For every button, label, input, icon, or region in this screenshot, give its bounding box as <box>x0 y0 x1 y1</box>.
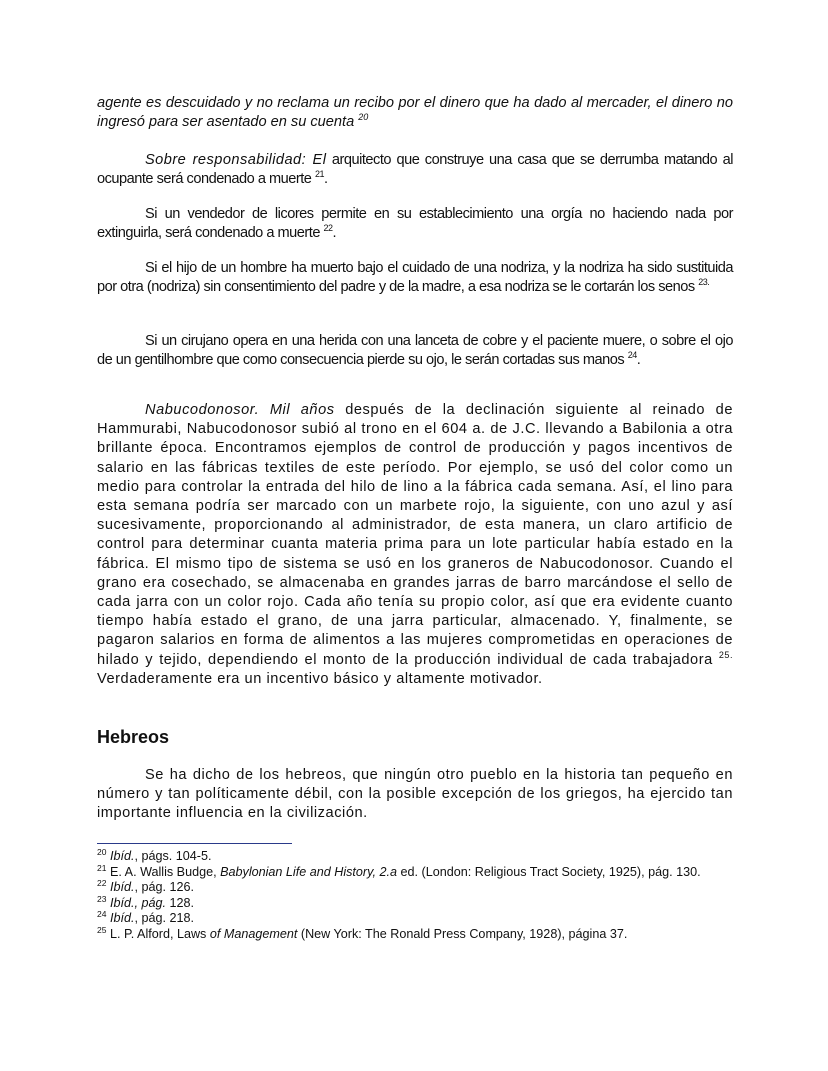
paragraph-nodriza <box>97 259 733 297</box>
paragraph-text: Verdaderamente era un incentivo básico y altamente motivador. <box>97 670 543 687</box>
footnote-number: 20 <box>97 847 107 857</box>
footnote-italic: Babylonian Life and History, 2.a <box>220 864 397 879</box>
footnote-number: 25 <box>97 924 107 935</box>
footnote <box>97 862 737 881</box>
footnote-number: 23 <box>97 893 107 904</box>
paragraph-nabucodonosor <box>97 401 733 689</box>
paragraph-italic: Sobre responsabilidad: El <box>145 152 327 168</box>
footnote-number: 24 <box>97 909 107 920</box>
footnote-ref[interactable]: 24 <box>627 350 637 361</box>
footnote-number: 22 <box>97 878 107 889</box>
footnote-ref[interactable]: 20 <box>358 112 369 123</box>
paragraph-text: Si un vendedor de licores permite en su establecimiento una orgía no haciendo nada por extinguirla, será condenado a muerte <box>97 206 733 242</box>
footnote-italic: Ibíd. <box>109 880 135 895</box>
footnote-ref[interactable]: 23. <box>698 277 710 288</box>
paragraph-hebreos <box>97 766 733 824</box>
footnote-italic: Ibíd. <box>109 911 135 926</box>
paragraph-cirujano <box>97 332 733 370</box>
paragraph-text: Se ha dicho de los hebreos, que ningún otro pueblo en la historia tan pequeño en número y tan políticamente débil, con la posible excepción de los griegos, ha ejercido tan importante influencia en la civilización. <box>97 767 733 822</box>
punct: . <box>636 352 641 369</box>
footnote-text: ed. (London: Religious Tract Society, 1925), pág. 130. <box>397 864 701 879</box>
paragraph-responsabilidad <box>97 151 733 189</box>
footnote-ref[interactable]: 22 <box>323 223 333 234</box>
footnote-text: L. P. Alford, Laws <box>109 926 210 941</box>
paragraph-text: agente es descuidado y no reclama un recibo por el dinero que ha dado al mercader, el dinero no ingresó para ser asentado en su cuenta <box>97 95 733 131</box>
footnote-text: 128. <box>165 895 194 910</box>
footnote-text: E. A. Wallis Budge, <box>109 864 221 879</box>
footnotes <box>97 849 737 943</box>
paragraph-text: Si el hijo de un hombre ha muerto bajo el cuidado de una nodriza, y la nodriza ha sido sustituida por otra (nodriza) sin consentimiento del padre y de la madre, a esa nodriza se le cortarán los senos <box>97 260 733 296</box>
paragraph-italic: Nabucodonosor. Mil años <box>145 402 335 418</box>
footnote-italic: of Management <box>209 926 298 941</box>
footnote-text: , pág. 218. <box>134 911 195 926</box>
footnote-ref[interactable]: 25. <box>718 649 734 660</box>
footnote-italic: Ibíd., pág. <box>109 895 166 910</box>
footnote-text: , pág. 126. <box>134 880 195 895</box>
footnote-number: 21 <box>97 862 107 873</box>
footnote-divider <box>97 843 292 844</box>
footnote <box>97 849 737 865</box>
footnote-italic: Ibíd. <box>109 849 135 863</box>
paragraph-continuation <box>97 94 733 132</box>
paragraph-text: después de la declinación siguiente al reinado de Hammurabi, Nabucodonosor subió al trono en el 604 a. de J.C. llevando a Babilonia a otra brillante época. Encontramos ejemplos de control de producción y pagos incentivos de salario en las fábricas textiles de este período. Por ejemplo, se usó del color como un medio para controlar la entrada del hilo de lino a la fábrica cada semana. Así, el lino para esta semana podría ser marcado con un marbete rojo, la siguiente, con uno azul y así sucesivamente, proporcionando al administrador, de esta manera, un claro artificio de control para determinar cuanta materia prima para un lote particular había estado en la fábrica. El mismo tipo de sistema se usó en los graneros de Nabucodonosor. Cuando el grano era cosechado, se almacenaba en grandes jarras de barro marcándose el sello de cada jarra con un color rojo. Cada año tenía su propio color, así que era evidente cuanto tiempo había estado el grano, de una jarra particular, almacenado. Y, finalmente, se pagaron salarios en forma de alimentos a las mujeres comprometidas en operaciones de hilado y tejido, dependiendo el monto de la producción individual de cada trabajadora <box>97 402 733 668</box>
footnote-ref[interactable]: 21 <box>314 169 324 180</box>
footnote-text: (New York: The Ronald Press Company, 1928), página 37. <box>297 926 628 941</box>
footnote-text: , págs. 104-5. <box>134 849 212 863</box>
punct: . <box>332 225 337 242</box>
paragraph-text: arquitecto que construye una casa que se derrumba matando al ocupante será condenado a muerte <box>97 152 733 188</box>
footnote <box>97 880 737 896</box>
footnote <box>97 911 737 927</box>
section-heading: Hebreos <box>97 727 170 747</box>
footnote <box>97 893 737 912</box>
footnote <box>97 924 737 943</box>
paragraph-licores <box>97 205 733 243</box>
punct: . <box>324 171 328 188</box>
paragraph-text: Si un cirujano opera en una herida con una lanceta de cobre y el paciente muere, o sobre el ojo de un gentilhombre que como consecuencia pierde su ojo, le serán cortadas sus manos <box>97 333 733 369</box>
